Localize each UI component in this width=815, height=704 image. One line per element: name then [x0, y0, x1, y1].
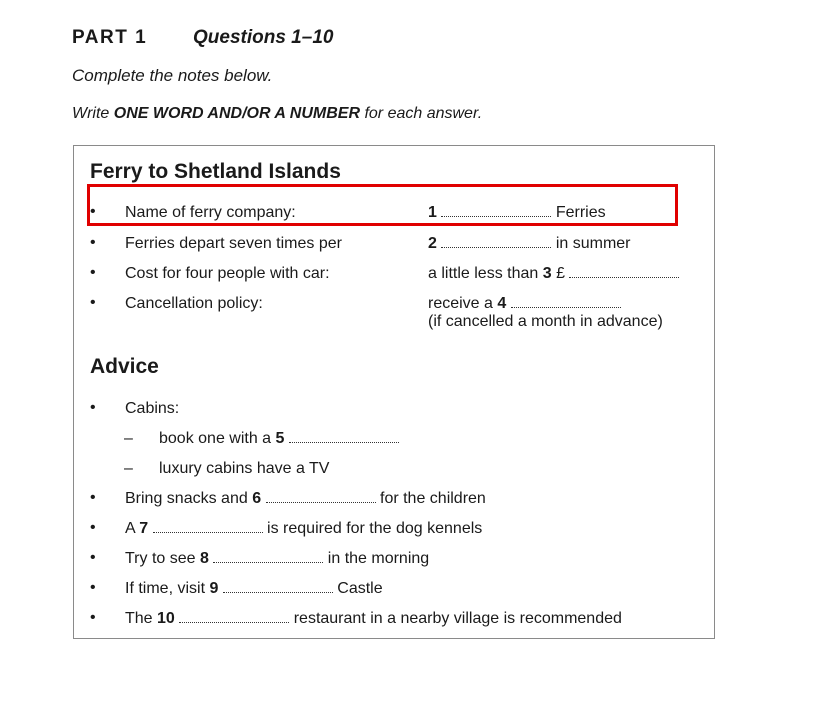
answer-line-6: [125, 490, 486, 508]
answer-line-4: [428, 295, 621, 313]
bullet-icon: •: [90, 609, 96, 626]
note-pre-3: a little less than: [428, 265, 543, 282]
question-number-1: 1: [428, 204, 437, 221]
note-luxury-cabins: luxury cabins have a TV: [159, 460, 330, 477]
instruction-complete: Complete the notes below.: [72, 66, 273, 85]
note-pre-9: If time, visit: [125, 580, 210, 597]
bullet-icon: •: [90, 549, 96, 566]
instruction-write-bold: ONE WORD AND/OR A NUMBER: [113, 105, 360, 122]
answer-blank-10[interactable]: [179, 610, 289, 623]
note-after-1: Ferries: [555, 204, 606, 221]
note-after-6: for the children: [375, 490, 486, 507]
answer-line-8: [125, 550, 429, 568]
question-number-8: 8: [199, 550, 209, 567]
answer-blank-5[interactable]: [289, 430, 399, 443]
note-cabins: Cabins:: [125, 400, 180, 417]
instruction-write-post: for each answer.: [360, 105, 483, 122]
instruction-write: [72, 105, 482, 123]
bullet-icon: •: [90, 489, 96, 506]
note-after-9: Castle: [332, 580, 383, 597]
currency-symbol: £: [551, 265, 565, 282]
answer-blank-2[interactable]: [441, 235, 551, 248]
part-heading: PART 1: [72, 27, 148, 48]
question-number-9: 9: [209, 580, 219, 597]
answer-blank-6[interactable]: [266, 490, 376, 503]
question-number-4: 4: [497, 295, 507, 312]
bullet-icon: •: [90, 399, 96, 416]
bullet-icon: •: [90, 294, 96, 311]
question-number-2: 2: [428, 235, 437, 252]
bullet-icon: •: [90, 234, 96, 251]
section-title-advice: Advice: [90, 355, 159, 378]
bullet-icon: •: [90, 203, 96, 220]
note-after-7: is required for the dog kennels: [262, 520, 483, 537]
answer-blank-8[interactable]: [213, 550, 323, 563]
bullet-icon: •: [90, 579, 96, 596]
questions-heading: Questions 1–10: [193, 27, 334, 48]
answer-line-5: [159, 430, 399, 448]
note-after-2: in summer: [555, 235, 631, 252]
answer-blank-4[interactable]: [511, 295, 621, 308]
note-after-8: in the morning: [323, 550, 430, 567]
note-pre-8: Try to see: [125, 550, 200, 567]
note-pre-7: A: [125, 520, 140, 537]
answer-blank-7[interactable]: [153, 520, 263, 533]
answer-blank-3[interactable]: [569, 265, 679, 278]
note-label-1: Name of ferry company:: [125, 204, 296, 221]
note-label-2: Ferries depart seven times per: [125, 235, 342, 252]
note-label-3: Cost for four people with car:: [125, 265, 330, 282]
answer-line-9: [125, 580, 383, 598]
dash-icon: –: [124, 460, 133, 477]
note-pre-5: book one with a: [159, 430, 276, 447]
section-title-ferry: Ferry to Shetland Islands: [90, 160, 341, 183]
dash-icon: –: [124, 430, 133, 447]
note-label-4: Cancellation policy:: [125, 295, 263, 312]
bullet-icon: •: [90, 519, 96, 536]
note-pre-6: Bring snacks and: [125, 490, 253, 507]
answer-line-3: [428, 265, 679, 283]
answer-line-10: [125, 610, 622, 628]
note-after-10: restaurant in a nearby village is recommended: [289, 610, 622, 627]
answer-line-7: [125, 520, 482, 538]
question-number-5: 5: [275, 430, 285, 447]
instruction-write-pre: Write: [72, 105, 114, 122]
note-cancellation-condition: (if cancelled a month in advance): [428, 313, 663, 330]
bullet-icon: •: [90, 264, 96, 281]
question-number-3: 3: [542, 265, 552, 282]
note-pre-10: The: [125, 610, 158, 627]
answer-line-2: [428, 235, 631, 253]
answer-blank-9[interactable]: [223, 580, 333, 593]
question-number-7: 7: [139, 520, 149, 537]
question-number-6: 6: [252, 490, 262, 507]
highlight-box: [87, 184, 678, 226]
note-pre-4: receive a: [428, 295, 498, 312]
question-number-10: 10: [157, 610, 175, 627]
